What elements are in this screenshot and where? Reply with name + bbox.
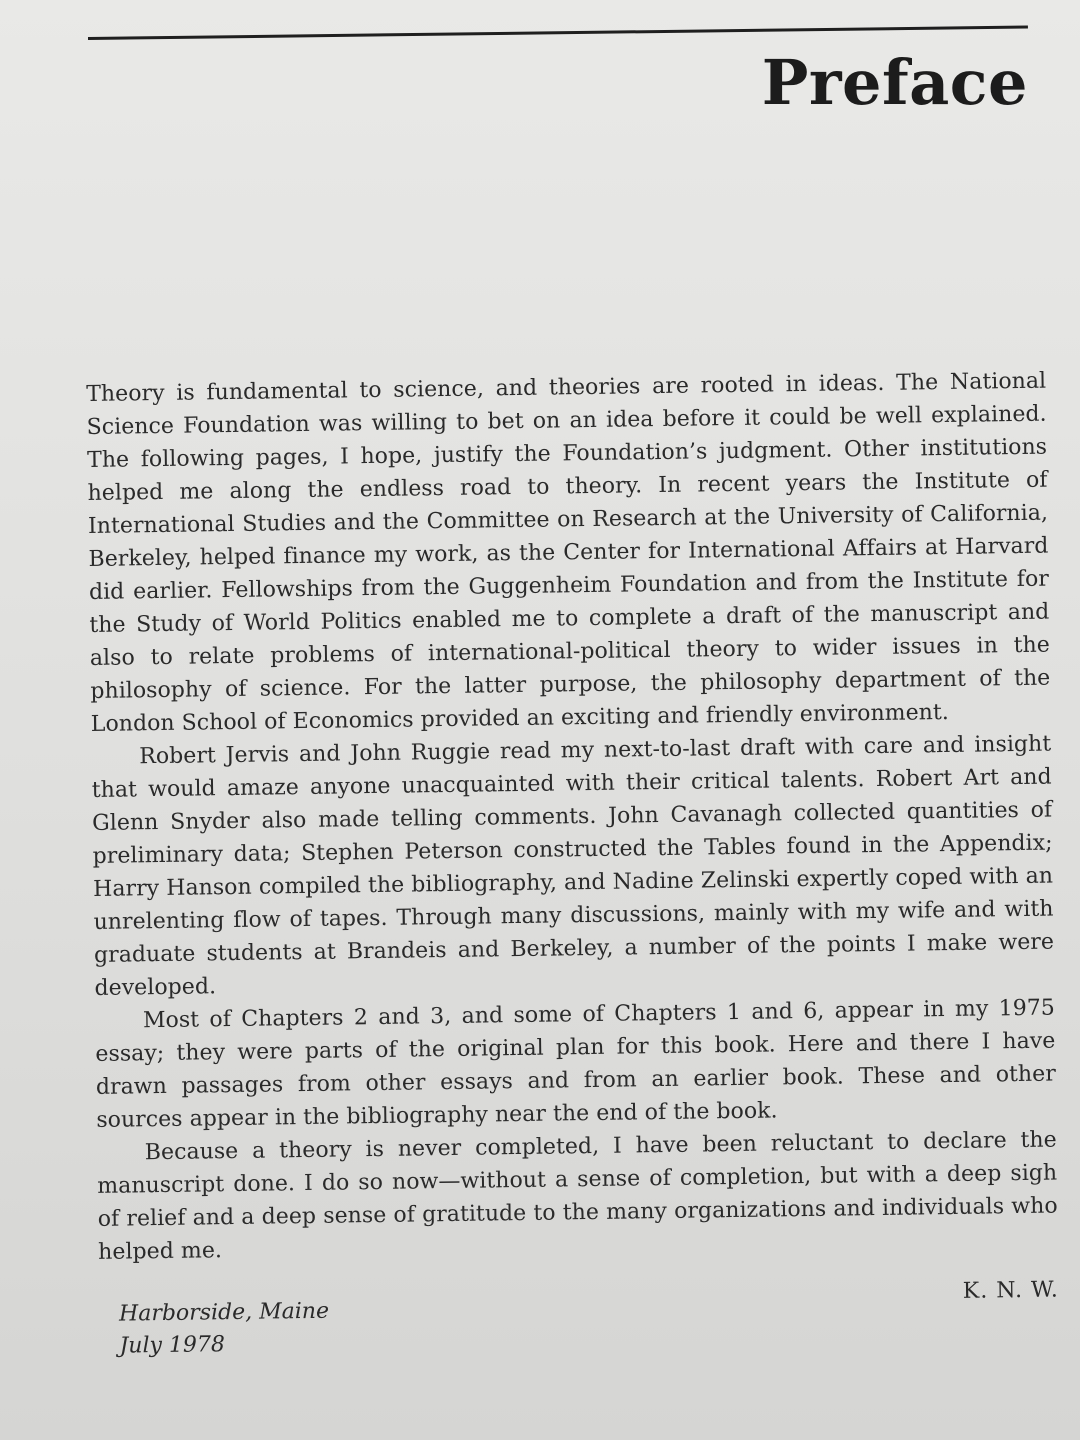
preface-body xyxy=(86,365,1060,1371)
place-and-date xyxy=(119,1296,330,1363)
signature-block xyxy=(99,1268,1060,1371)
paragraph-1: Theory is fundamental to science, and theories are rooted in ideas. The National Science Foundation was willing to bet on an idea before it could be well explained. The following pages, I hope, justify the Foundation’s judgment. Other institutions helped me along the endless road to theory. In recent years the Institute of International Studies and the Committee on Research at the University of California, Berkeley, helped finance my work, as the Center for International Affairs at Harvard did earlier. Fellowships from the Guggenheim Foundation and from the Institute for the Study of World Politics enabled me to complete a draft of the manuscript and also to relate problems of international-political theory to wider issues in the philosophy of science. For the latter purpose, the philosophy department of the London School of Economics provided an exciting and friendly environment. xyxy=(86,368,1051,737)
paragraph-4: Because a theory is never completed, I have been reluctant to declare the manuscript done. I do so now—without a sense of completion, but with a deep sigh of relief and a deep sense of gratitude to the many organizations and individuals who helped me. xyxy=(97,1127,1058,1265)
author-initials: K. N. W. xyxy=(962,1277,1060,1304)
signing-place: Harborside, Maine xyxy=(118,1298,330,1327)
paragraph-2: Robert Jervis and John Ruggie read my next-to-last draft with care and insight that would amaze anyone unacquainted with their critical talents. Robert Art and Glenn Snyder also made telling comments. John Cavanagh collected quantities of preliminary data; Stephen Peterson constructed the Tables found in the Appendix; Harry Hanson compiled the bibliography, and Nadine Zelinski expertly coped with an unrelenting flow of tapes. Through many discussions, mainly with my wife and with graduate students at Brandeis and Berkeley, a number of the points I make were developed. xyxy=(91,731,1055,1001)
paragraph-3: Most of Chapters 2 and 3, and some of Chapters 1 and 6, appear in my 1975 essay; they were parts of the original plan for this book. Here and there I have drawn passages from other essays and from an earlier book. These and other sources appear in the bibliography near the end of the book. xyxy=(95,995,1056,1133)
header-rule xyxy=(88,26,1028,40)
signing-date: July 1978 xyxy=(119,1332,226,1359)
page-title: Preface xyxy=(761,46,1028,119)
